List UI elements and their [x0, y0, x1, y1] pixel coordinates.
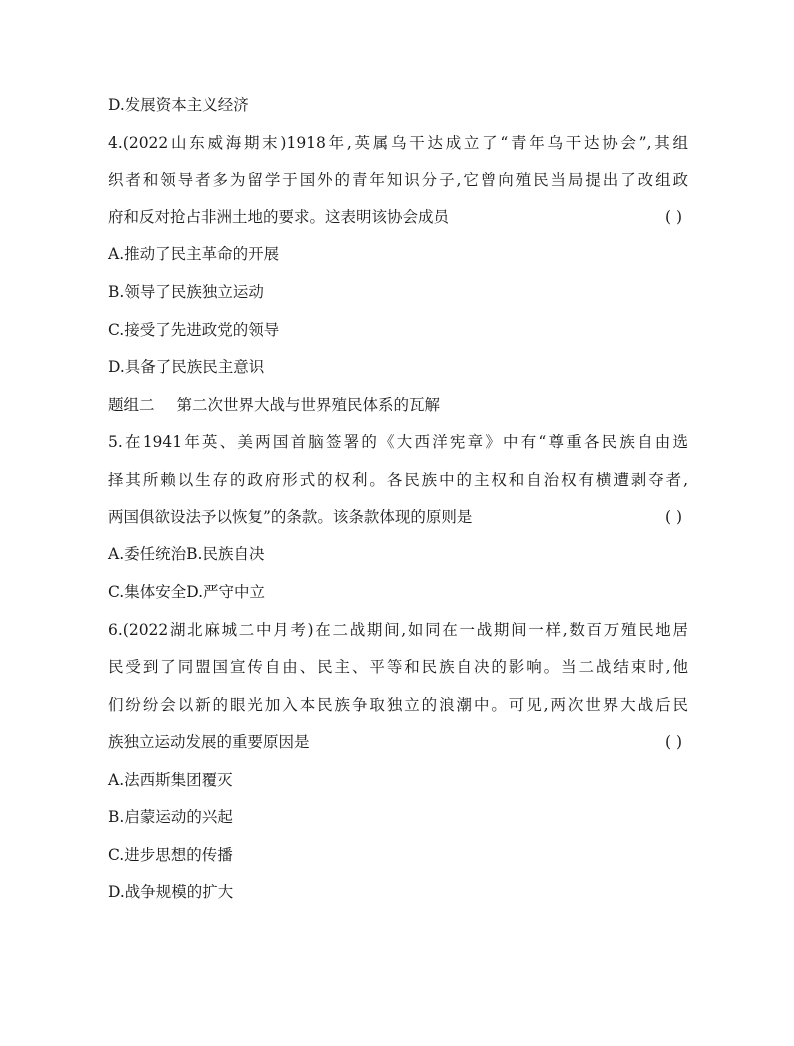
- q6-option-b: B.启蒙运动的兴起: [108, 808, 233, 826]
- q4-stem-line-1: 4.(2022山东威海期末)1918年,英属乌干达成立了“青年乌干达协会”,其组: [108, 134, 688, 152]
- q4-answer-blank: ( ): [664, 208, 682, 226]
- q6-option-c: C.进步思想的传播: [108, 846, 233, 864]
- q4-stem-line-2: 织者和领导者多为留学于国外的青年知识分子,它曾向殖民当局提出了改组政: [108, 171, 688, 189]
- q5-stem-line-2: 择其所赖以生存的政府形式的权利。各民族中的主权和自治权有横遭剥夺者,: [108, 471, 688, 489]
- q5-stem-line-1: 5.在1941年英、美两国首脑签署的《大西洋宪章》中有“尊重各民族自由选: [108, 433, 688, 451]
- group-heading: [108, 395, 688, 415]
- q6-answer-blank: ( ): [664, 733, 682, 751]
- q6-stem-line-2: 民受到了同盟国宣传自由、民主、平等和民族自决的影响。当二战结束时,他: [108, 658, 688, 676]
- q5-answer-blank: ( ): [664, 508, 682, 526]
- q4-option-b: B.领导了民族独立运动: [108, 283, 264, 301]
- q6-stem-line-4: [108, 732, 688, 752]
- q6-option-d: D.战争规模的扩大: [108, 883, 234, 901]
- q4-option-a: A.推动了民主革命的开展: [108, 245, 280, 263]
- q4-stem-text: 府和反对抢占非洲土地的要求。这表明该协会成员: [108, 208, 450, 226]
- q6-stem-line-3: 们纷纷会以新的眼光加入本民族争取独立的浪潮中。可见,两次世界大战后民: [108, 696, 688, 714]
- q5-stem-text: 两国俱欲设法予以恢复”的条款。该条款体现的原则是: [108, 508, 473, 526]
- q4-stem-line-3: [108, 207, 688, 227]
- q4-option-c: C.接受了先进政党的领导: [108, 321, 280, 339]
- q6-stem-line-1: 6.(2022湖北麻城二中月考)在二战期间,如同在一战期间一样,数百万殖民地居: [108, 621, 688, 639]
- q5-options-ab: A.委任统治B.民族自决: [108, 545, 265, 563]
- q4-option-d: D.具备了民族民主意识: [108, 358, 265, 376]
- q5-options-cd: C.集体安全D.严守中立: [108, 583, 266, 601]
- group-title: 第二次世界大战与世界殖民体系的瓦解: [176, 396, 441, 414]
- q6-option-a: A.法西斯集团覆灭: [108, 771, 233, 789]
- q6-stem-text: 族独立运动发展的重要原因是: [108, 733, 310, 751]
- group-label: 题组二: [108, 396, 155, 414]
- q5-stem-line-3: [108, 507, 688, 527]
- prev-question-option-d: D.发展资本主义经济: [108, 96, 249, 114]
